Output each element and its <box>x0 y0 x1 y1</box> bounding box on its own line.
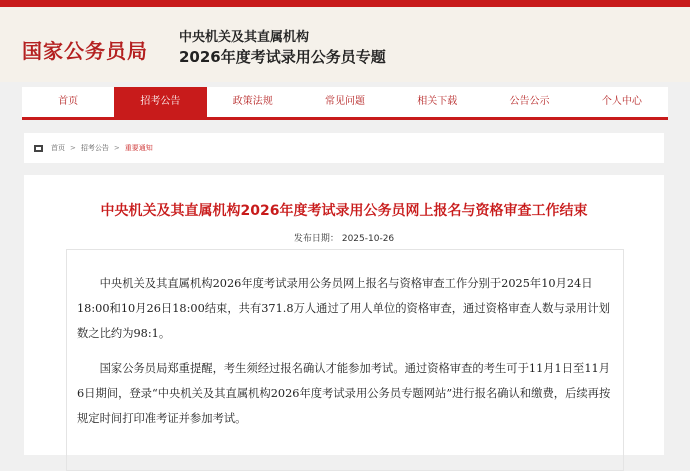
article-body <box>66 249 624 471</box>
article-title: 中央机关及其直属机构2026年度考试录用公务员网上报名与资格审查工作结束 <box>100 203 588 219</box>
nav-item-announcements[interactable]: 招考公告 <box>114 87 206 117</box>
breadcrumb-announcements[interactable]: 招考公告 <box>80 144 109 152</box>
breadcrumb-current[interactable]: 重要通知 <box>124 144 153 152</box>
date-value: 2025-10-26 <box>341 234 395 244</box>
nav-item-personal-center[interactable]: 个人中心 <box>601 96 642 107</box>
article-paragraph: 国家公务员局郑重提醒，考生须经过报名确认才能参加考试。通过资格审查的考生可于11月1日至11月6日期间，登录“中央机关及其直属机构2026年度考试录用公务员专题网站”进行报名确认和缴费，后续再按规定时间打印准考证并参加考试。 <box>77 362 611 425</box>
main-nav <box>22 87 668 120</box>
site-header <box>0 7 690 82</box>
nav-item-faq[interactable]: 常见问题 <box>324 96 365 107</box>
breadcrumb-home[interactable]: 首页 <box>51 144 65 152</box>
header-subtitle-line1: 中央机关及其直属机构 <box>179 30 310 45</box>
header-subtitle-line2: 2026年度考试录用公务员专题 <box>179 48 386 66</box>
breadcrumb <box>24 133 664 163</box>
date-label: 发布日期： <box>293 234 339 244</box>
article-date <box>24 231 664 244</box>
article-container <box>24 175 664 455</box>
nav-item-downloads[interactable]: 相关下载 <box>417 96 458 107</box>
home-icon <box>34 145 43 152</box>
site-logo[interactable]: 国家公务员局 <box>22 39 148 63</box>
nav-item-notices[interactable]: 公告公示 <box>509 96 550 107</box>
breadcrumb-separator: > <box>113 144 120 152</box>
nav-item-policies[interactable]: 政策法规 <box>232 96 273 107</box>
breadcrumb-separator: > <box>70 144 76 152</box>
article-paragraph: 中央机关及其直属机构2026年度考试录用公务员网上报名与资格审查工作分别于2025年10月24日18:00和10月26日18:00结束，共有371.8万人通过了用人单位的资格审查，通过资格审查人数与录用计划数之比约为98:1。 <box>77 277 610 340</box>
nav-item-home[interactable]: 首页 <box>58 96 79 107</box>
top-bar <box>0 0 690 7</box>
